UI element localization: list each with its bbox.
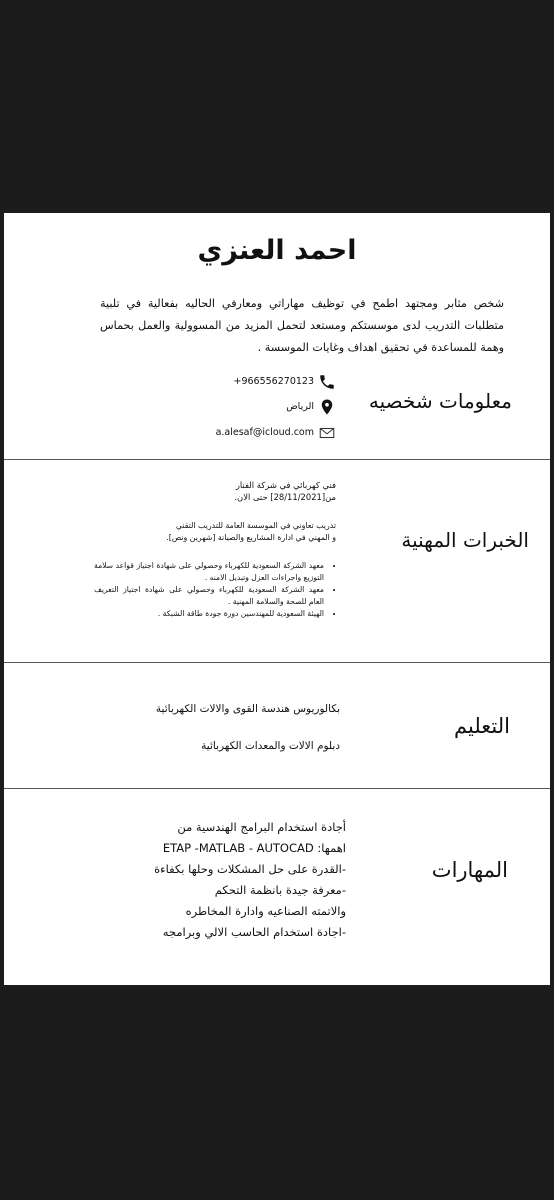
training-entry — [116, 520, 336, 544]
skill-line: -معرفة جيدة بانظمة التحكم — [214, 883, 346, 897]
envelope-icon — [318, 424, 336, 442]
list-item: • الهيئة السعودية للمهندسين دورة جودة طاقة الشبكة . — [94, 608, 324, 620]
location-pin-icon — [318, 398, 336, 416]
summary-paragraph: شخص مثابر ومجتهد اطمح في توظيف مهاراتي ومعارفي الحاليه بفعالية في تلبية متطلبات التدريب لدى موسستكم ومستعد لتحمل المزيد من المسوولية والعمل بحماس وهمة للمساعدة في تحقيق اهداف وغايات الموسسة . — [100, 297, 504, 354]
skill-line: أجادة استخدام البرامج الهندسية من — [177, 820, 346, 834]
training-line-1: تدريب تعاوني في الموسسة العامة للتدريب التقني — [175, 521, 336, 530]
skills-title: المهارات — [431, 858, 508, 882]
job-entry — [126, 479, 336, 503]
skill-line: -اجادة استخدام الحاسب الالي وبرامجه — [162, 925, 346, 939]
email-address: a.alesaf@icloud.com — [215, 427, 314, 438]
candidate-name: احمد العنزي — [197, 235, 357, 266]
divider-2 — [4, 662, 550, 663]
personal-info-title: معلومات شخصيه — [368, 389, 512, 413]
education-degree-1: بكالوريوس هندسة القوى والالات الكهربائية — [155, 703, 340, 715]
skill-line: -القدرة على حل المشكلات وحلها بكفاءة — [154, 862, 346, 876]
city-row — [4, 397, 550, 417]
phone-icon — [318, 373, 336, 391]
divider-3 — [4, 788, 550, 789]
city-name: الرياض — [286, 401, 314, 412]
job-period: من[28/11/2021] حتى الان. — [234, 492, 336, 502]
list-item: • معهد الشركة السعودية للكهرباء وحصولي على شهادة اجتياز التعريف العام للصحة والسلامة المهنية . — [94, 584, 324, 608]
education-degree-2: دبلوم الالات والمعدات الكهربائية — [201, 740, 340, 752]
phone-number: +966556270123 — [233, 376, 314, 387]
resume-sheet — [4, 213, 550, 985]
training-line-2: و المهني في ادارة المشاريع والصيانة [شهرين ونص]. — [166, 533, 336, 542]
skill-line: اهمها: ETAP -MATLAB - AUTOCAD — [162, 841, 346, 855]
skills-list — [138, 817, 346, 943]
list-item: • معهد الشركة السعودية للكهرباء وحصولي على شهادة اجتياز قواعد سلامة التوزيع واجراءات العزل وتبديل الامنه . — [94, 560, 324, 584]
email-row — [4, 423, 550, 443]
phone-row — [4, 372, 550, 392]
education-title: التعليم — [454, 714, 510, 738]
divider-1 — [4, 459, 550, 460]
job-title: فني كهربائي في شركة الفنار — [235, 480, 336, 490]
experience-title: الخبرات المهنية — [401, 528, 529, 552]
skill-line: والاتمته الصناعيه وادارة المخاطره — [185, 904, 346, 918]
certificates-list — [94, 560, 336, 620]
